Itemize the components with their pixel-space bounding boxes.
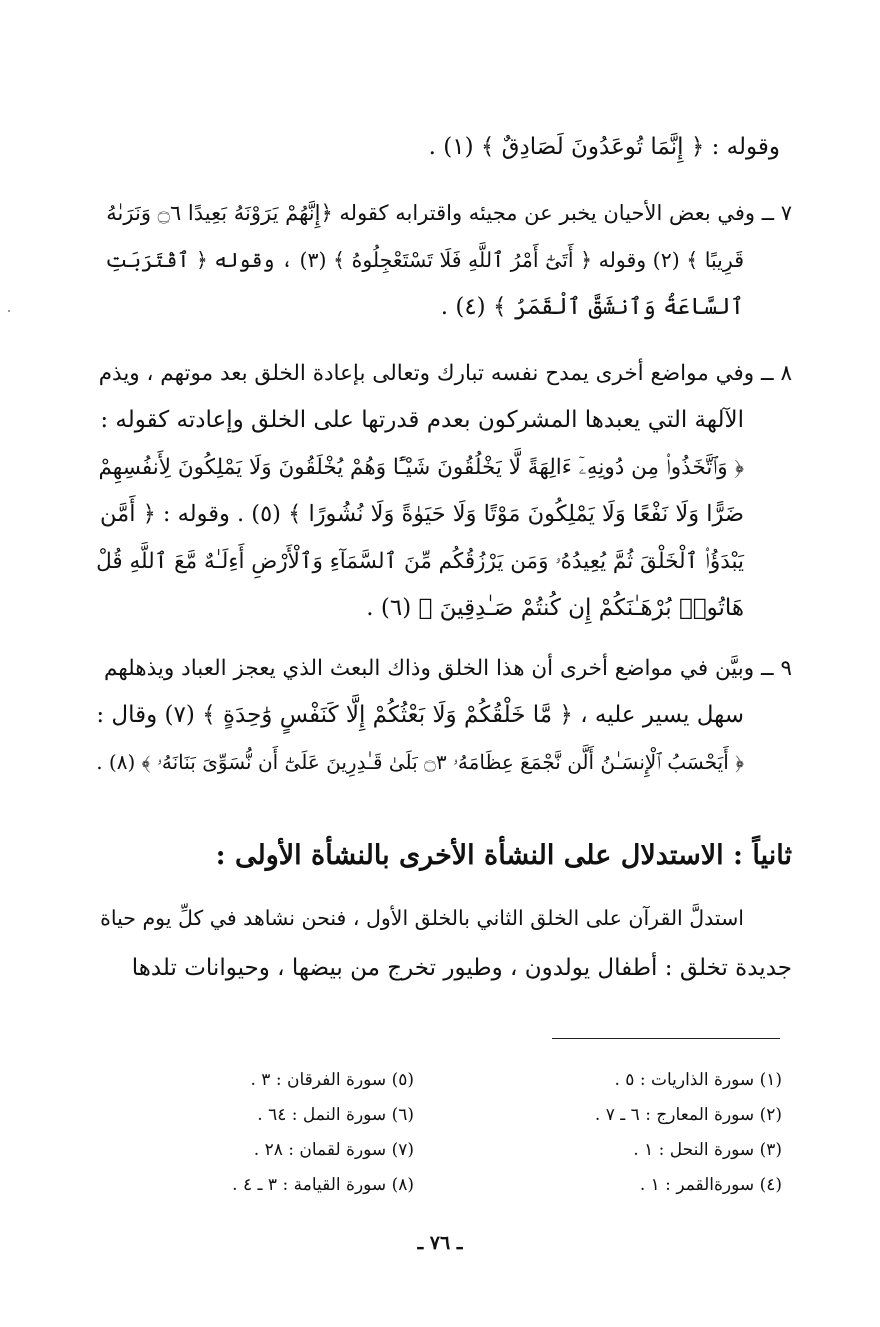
text-line: يَبْدَؤُا۟ ٱلْخَلْقَ ثُمَّ يُعِيدُهُۥ وَمَن يَرْزُقُكُم مِّنَ ٱلسَّمَآءِ وَٱلْأَرْضِ أَءِلَـٰهٌ مَّعَ ٱللَّهِ قُلْ	[96, 549, 744, 574]
body-paragraph	[92, 893, 792, 993]
text-line: ٱلسَّاعَةُ وَٱنشَقَّ ٱلْقَمَرُ ﴾ (٤) .	[440, 294, 744, 320]
footnote-divider	[552, 1038, 780, 1039]
footnote-item: (٧) سورة لقمان : ٢٨ .	[253, 1140, 414, 1160]
text-line: ضَرًّا وَلَا نَفْعًا وَلَا يَمْلِكُونَ مَوْتًا وَلَا حَيَوٰةً وَلَا نُشُورًا ﴾ (٥) . وقوله : ﴿ أَمَّن	[100, 501, 744, 527]
text-line: ﴿ أَيَحْسَبُ ٱلْإِنسَـٰنُ أَلَّن نَّجْمَعَ عِظَامَهُۥ ۝٣ بَلَىٰ قَـٰدِرِينَ عَلَىٰٓ أَن نُّسَوِّىَ بَنَانَهُۥ ﴾ (٨) .	[96, 750, 744, 774]
footnote-item: (٣) سورة النحل : ١ .	[633, 1140, 782, 1160]
text-line: ٨ ــ وفي مواضع أخرى يمدح نفسه تبارك وتعالى بإعادة الخلق بعد موتهم ، ويذم	[98, 361, 792, 386]
scan-speck	[8, 310, 10, 312]
footnote-item: (٥) سورة الفرقان : ٣ .	[250, 1070, 414, 1090]
text-line: ﴿ وَٱتَّخَذُوا۟ مِن دُونِهِۦٓ ءَالِهَةً لَّا يَخْلُقُونَ شَيْـًٔا وَهُمْ يُخْلَقُونَ وَلَا يَمْلِكُونَ لِأَنفُسِهِمْ	[98, 455, 744, 480]
footnote-item: (٢) سورة المعارج : ٦ ـ ٧ .	[594, 1105, 782, 1125]
page-number: ـ ٧٦ ـ	[417, 1232, 463, 1254]
intro-line	[92, 124, 792, 171]
text-line: هَاتُوا۟ بُرْهَـٰنَكُمْ إِن كُنتُمْ صَـٰدِقِينَ ﴾ (٦) .	[366, 595, 744, 621]
item-7	[92, 190, 792, 331]
text-line: سهل يسير عليه ، ﴿ مَّا خَلْقُكُمْ وَلَا بَعْثُكُمْ إِلَّا كَنَفْسٍ وَٰحِدَةٍ ﴾ (٧) وقال :	[96, 702, 744, 728]
footnote-item: (٨) سورة القيامة : ٣ ـ ٤ .	[232, 1175, 414, 1195]
footnote-item: (٤) سورةالقمر : ١ .	[639, 1175, 782, 1195]
text-line: ٧ ــ وفي بعض الأحيان يخبر عن مجيئه واقترابه كقوله ﴿إِنَّهُمْ يَرَوْنَهُ بَعِيدًا ۝٦ وَنَرَىٰهُ	[106, 201, 792, 225]
text-line: استدلَّ القرآن على الخلق الثاني بالخلق الأول ، فنحن نشاهد في كلِّ يوم حياة	[100, 906, 744, 930]
footnotes-right-column	[482, 1063, 782, 1203]
text-line: الآلهة التي يعبدها المشركون بعدم قدرتها على الخلق وإعادته كقوله :	[100, 407, 744, 433]
footnote-item: (١) سورة الذاريات : ٥ .	[614, 1070, 782, 1090]
footnotes-left-column	[114, 1063, 414, 1203]
text-line: وقوله : ﴿ إِنَّمَا تُوعَدُونَ لَصَادِقٌ ﴾ (١) .	[428, 134, 780, 160]
footnote-item: (٦) سورة النمل : ٦٤ .	[257, 1105, 414, 1125]
text-line: ٩ ــ وبيَّن في مواضع أخرى أن هذا الخلق وذاك البعث الذي يعجز العباد ويذهلهم	[103, 656, 792, 681]
section-heading: ثانياً : الاستدلال على النشأة الأخرى بالنشأة الأولى :	[215, 840, 792, 871]
text-line: قَرِيبًا ﴾ (٢) وقوله ﴿ أَتَىٰٓ أَمْرُ ٱللَّهِ فَلَا تَسْتَعْجِلُوهُ ﴾ (٣) ، وقوله ﴿ ٱقْتَرَبَتِ	[105, 248, 744, 272]
text-line: جديدة تخلق : أطفال يولدون ، وطيور تخرج من بيضها ، وحيوانات تلدها	[131, 955, 792, 981]
item-8	[92, 350, 792, 632]
item-9	[92, 645, 792, 786]
